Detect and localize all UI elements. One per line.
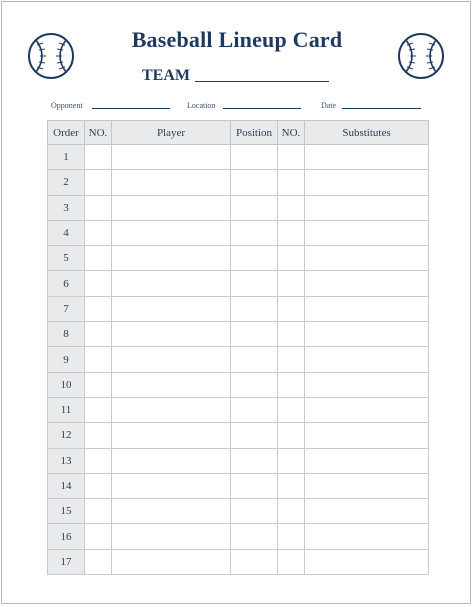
substitutes-cell[interactable] [305, 246, 429, 271]
column-header-position: Position [231, 121, 278, 145]
player-cell[interactable] [112, 448, 231, 473]
column-header-sub-number: NO. [278, 121, 305, 145]
player-cell[interactable] [112, 347, 231, 372]
substitutes-cell[interactable] [305, 372, 429, 397]
order-cell: 11 [48, 397, 85, 422]
order-cell: 14 [48, 473, 85, 498]
column-header-player-number: NO. [85, 121, 112, 145]
location-field[interactable] [223, 108, 301, 109]
player-number-cell[interactable] [85, 220, 112, 245]
position-cell[interactable] [231, 524, 278, 549]
player-number-cell[interactable] [85, 448, 112, 473]
sub-number-cell[interactable] [278, 246, 305, 271]
player-cell[interactable] [112, 296, 231, 321]
sub-number-cell[interactable] [278, 195, 305, 220]
position-cell[interactable] [231, 423, 278, 448]
player-number-cell[interactable] [85, 145, 112, 170]
sub-number-cell[interactable] [278, 448, 305, 473]
player-cell[interactable] [112, 397, 231, 422]
substitutes-cell[interactable] [305, 423, 429, 448]
order-cell: 16 [48, 524, 85, 549]
order-cell: 4 [48, 220, 85, 245]
player-number-cell[interactable] [85, 195, 112, 220]
sub-number-cell[interactable] [278, 271, 305, 296]
team-label: TEAM [142, 67, 190, 84]
substitutes-cell[interactable] [305, 347, 429, 372]
table-header-row [48, 121, 429, 145]
order-cell: 15 [48, 499, 85, 524]
player-number-cell[interactable] [85, 397, 112, 422]
table-row [48, 499, 429, 524]
substitutes-cell[interactable] [305, 473, 429, 498]
date-label: Date [321, 101, 337, 110]
position-cell[interactable] [231, 397, 278, 422]
table-row [48, 246, 429, 271]
order-cell: 10 [48, 372, 85, 397]
sub-number-cell[interactable] [278, 499, 305, 524]
sub-number-cell[interactable] [278, 524, 305, 549]
substitutes-cell[interactable] [305, 271, 429, 296]
substitutes-cell[interactable] [305, 499, 429, 524]
player-number-cell[interactable] [85, 524, 112, 549]
sub-number-cell[interactable] [278, 220, 305, 245]
column-header-player: Player [112, 121, 231, 145]
player-cell[interactable] [112, 372, 231, 397]
table-row [48, 473, 429, 498]
player-number-cell[interactable] [85, 549, 112, 574]
player-number-cell[interactable] [85, 271, 112, 296]
substitutes-cell[interactable] [305, 195, 429, 220]
position-cell[interactable] [231, 271, 278, 296]
position-cell[interactable] [231, 473, 278, 498]
player-cell[interactable] [112, 322, 231, 347]
table-row [48, 271, 429, 296]
order-cell: 12 [48, 423, 85, 448]
table-row [48, 347, 429, 372]
sub-number-cell[interactable] [278, 145, 305, 170]
sub-number-cell[interactable] [278, 397, 305, 422]
player-cell[interactable] [112, 271, 231, 296]
player-cell[interactable] [112, 220, 231, 245]
sub-number-cell[interactable] [278, 322, 305, 347]
table-row [48, 296, 429, 321]
table-row [48, 145, 429, 170]
opponent-label: Opponent [51, 101, 83, 110]
position-cell[interactable] [231, 195, 278, 220]
order-cell: 5 [48, 246, 85, 271]
sub-number-cell[interactable] [278, 423, 305, 448]
date-field[interactable] [342, 108, 421, 109]
player-cell[interactable] [112, 499, 231, 524]
player-cell[interactable] [112, 423, 231, 448]
order-cell: 3 [48, 195, 85, 220]
position-cell[interactable] [231, 145, 278, 170]
order-cell: 6 [48, 271, 85, 296]
lineup-table [47, 120, 429, 575]
page-title: Baseball Lineup Card [131, 27, 343, 52]
position-cell[interactable] [231, 372, 278, 397]
player-cell[interactable] [112, 524, 231, 549]
table-row [48, 372, 429, 397]
substitutes-cell[interactable] [305, 145, 429, 170]
substitutes-cell[interactable] [305, 322, 429, 347]
position-cell[interactable] [231, 170, 278, 195]
substitutes-cell[interactable] [305, 296, 429, 321]
opponent-field[interactable] [92, 108, 170, 109]
position-cell[interactable] [231, 220, 278, 245]
table-row [48, 397, 429, 422]
substitutes-cell[interactable] [305, 448, 429, 473]
order-cell: 2 [48, 170, 85, 195]
position-cell[interactable] [231, 448, 278, 473]
player-cell[interactable] [112, 246, 231, 271]
order-cell: 8 [48, 322, 85, 347]
sub-number-cell[interactable] [278, 372, 305, 397]
player-number-cell[interactable] [85, 322, 112, 347]
substitutes-cell[interactable] [305, 397, 429, 422]
table-row [48, 220, 429, 245]
substitutes-cell[interactable] [305, 170, 429, 195]
team-field[interactable] [195, 81, 329, 82]
table-row [48, 195, 429, 220]
column-header-substitutes: Substitutes [305, 121, 429, 145]
position-cell[interactable] [231, 322, 278, 347]
sub-number-cell[interactable] [278, 170, 305, 195]
player-number-cell[interactable] [85, 423, 112, 448]
player-cell[interactable] [112, 170, 231, 195]
location-label: Location [187, 101, 216, 110]
order-cell: 13 [48, 448, 85, 473]
substitutes-cell[interactable] [305, 524, 429, 549]
player-number-cell[interactable] [85, 347, 112, 372]
order-cell: 9 [48, 347, 85, 372]
order-cell: 1 [48, 145, 85, 170]
table-row [48, 170, 429, 195]
player-number-cell[interactable] [85, 372, 112, 397]
column-header-order: Order [48, 121, 85, 145]
player-number-cell[interactable] [85, 473, 112, 498]
position-cell[interactable] [231, 347, 278, 372]
table-row [48, 322, 429, 347]
player-cell[interactable] [112, 549, 231, 574]
sub-number-cell[interactable] [278, 549, 305, 574]
player-cell[interactable] [112, 473, 231, 498]
player-number-cell[interactable] [85, 499, 112, 524]
table-row [48, 549, 429, 574]
table-row [48, 448, 429, 473]
position-cell[interactable] [231, 549, 278, 574]
player-number-cell[interactable] [85, 170, 112, 195]
table-row [48, 524, 429, 549]
player-cell[interactable] [112, 195, 231, 220]
sub-number-cell[interactable] [278, 296, 305, 321]
position-cell[interactable] [231, 246, 278, 271]
substitutes-cell[interactable] [305, 220, 429, 245]
position-cell[interactable] [231, 499, 278, 524]
table-row [48, 423, 429, 448]
player-number-cell[interactable] [85, 246, 112, 271]
sub-number-cell[interactable] [278, 347, 305, 372]
substitutes-cell[interactable] [305, 549, 429, 574]
order-cell: 7 [48, 296, 85, 321]
player-number-cell[interactable] [85, 296, 112, 321]
order-cell: 17 [48, 549, 85, 574]
position-cell[interactable] [231, 296, 278, 321]
sub-number-cell[interactable] [278, 473, 305, 498]
player-cell[interactable] [112, 145, 231, 170]
